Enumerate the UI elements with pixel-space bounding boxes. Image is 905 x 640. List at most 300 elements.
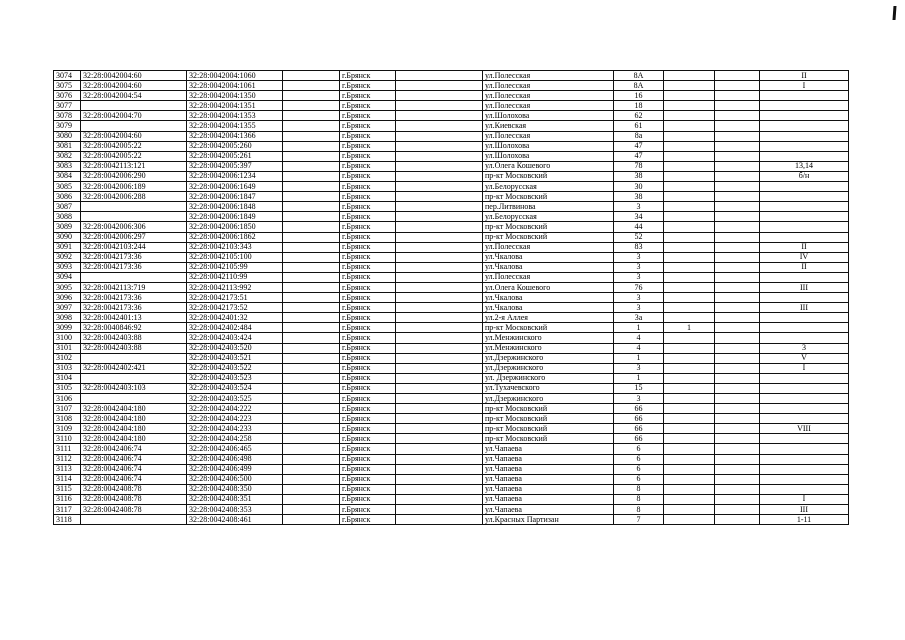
premises-designation <box>760 91 849 101</box>
blank-column-2 <box>396 404 483 414</box>
street: ул.Полесская <box>483 81 614 91</box>
parcel-cadastral-number: 32:28:0042402:421 <box>81 363 187 373</box>
table-row <box>54 383 849 393</box>
record-number: 3102 <box>54 353 81 363</box>
building-number <box>664 81 715 91</box>
premises-number <box>715 414 760 424</box>
table-row <box>54 101 849 111</box>
street: пр-кт Московский <box>483 414 614 424</box>
parcel-cadastral-number: 32:28:0042406:74 <box>81 474 187 484</box>
record-number: 3090 <box>54 232 81 242</box>
object-cadastral-number: 32:28:0042006:1234 <box>187 171 283 181</box>
blank-column-2 <box>396 474 483 484</box>
blank-column-2 <box>396 131 483 141</box>
blank-column <box>283 121 340 131</box>
city: г.Брянск <box>340 161 396 171</box>
blank-column <box>283 434 340 444</box>
street: ул.Дзержинского <box>483 394 614 404</box>
house-number: 6 <box>614 454 664 464</box>
city: г.Брянск <box>340 333 396 343</box>
blank-column-2 <box>396 262 483 272</box>
building-number <box>664 242 715 252</box>
blank-column-2 <box>396 222 483 232</box>
city: г.Брянск <box>340 232 396 242</box>
premises-number <box>715 474 760 484</box>
building-number <box>664 353 715 363</box>
premises-designation <box>760 111 849 121</box>
premises-designation <box>760 484 849 494</box>
city: г.Брянск <box>340 454 396 464</box>
house-number: 66 <box>614 404 664 414</box>
building-number <box>664 212 715 222</box>
street: ул.Полесская <box>483 242 614 252</box>
premises-designation: II <box>760 262 849 272</box>
blank-column-2 <box>396 454 483 464</box>
blank-column-2 <box>396 151 483 161</box>
building-number <box>664 171 715 181</box>
premises-number <box>715 343 760 353</box>
building-number <box>664 414 715 424</box>
object-cadastral-number: 32:28:0042403:522 <box>187 363 283 373</box>
table-row <box>54 363 849 373</box>
object-cadastral-number: 32:28:0042005:260 <box>187 141 283 151</box>
table-row <box>54 81 849 91</box>
record-number: 3111 <box>54 444 81 454</box>
city: г.Брянск <box>340 212 396 222</box>
table-row <box>54 404 849 414</box>
premises-designation <box>760 101 849 111</box>
premises-number <box>715 515 760 525</box>
table-row <box>54 91 849 101</box>
blank-column <box>283 161 340 171</box>
table-row <box>54 505 849 515</box>
parcel-cadastral-number <box>81 373 187 383</box>
premises-number <box>715 363 760 373</box>
street: ул.Шолохова <box>483 141 614 151</box>
premises-number <box>715 434 760 444</box>
premises-designation: I <box>760 363 849 373</box>
blank-column <box>283 91 340 101</box>
table-row <box>54 121 849 131</box>
object-cadastral-number: 32:28:0042004:1061 <box>187 81 283 91</box>
blank-column <box>283 192 340 202</box>
blank-column-2 <box>396 272 483 282</box>
premises-designation <box>760 323 849 333</box>
premises-designation <box>760 333 849 343</box>
street: ул.Чапаева <box>483 484 614 494</box>
blank-column-2 <box>396 444 483 454</box>
building-number: 1 <box>664 323 715 333</box>
street: ул.Киевская <box>483 121 614 131</box>
blank-column-2 <box>396 464 483 474</box>
street: ул.Шолохова <box>483 151 614 161</box>
table-row <box>54 333 849 343</box>
premises-designation: III <box>760 282 849 292</box>
premises-designation: 3 <box>760 343 849 353</box>
table-row <box>54 303 849 313</box>
record-number: 3083 <box>54 161 81 171</box>
object-cadastral-number: 32:28:0042110:99 <box>187 272 283 282</box>
premises-number <box>715 424 760 434</box>
house-number: 3 <box>614 363 664 373</box>
building-number <box>664 252 715 262</box>
building-number <box>664 161 715 171</box>
house-number: 47 <box>614 151 664 161</box>
record-number: 3080 <box>54 131 81 141</box>
record-number: 3078 <box>54 111 81 121</box>
premises-designation <box>760 383 849 393</box>
premises-number <box>715 202 760 212</box>
table-row <box>54 212 849 222</box>
table-row <box>54 161 849 171</box>
table-row <box>54 353 849 363</box>
blank-column <box>283 404 340 414</box>
parcel-cadastral-number: 32:28:0042404:180 <box>81 434 187 444</box>
street: пер.Литвинова <box>483 202 614 212</box>
house-number: 38 <box>614 192 664 202</box>
premises-number <box>715 171 760 181</box>
record-number: 3104 <box>54 373 81 383</box>
blank-column <box>283 363 340 373</box>
parcel-cadastral-number: 32:28:0042004:60 <box>81 71 187 81</box>
table-row <box>54 262 849 272</box>
building-number <box>664 232 715 242</box>
record-number: 3076 <box>54 91 81 101</box>
blank-column <box>283 71 340 81</box>
street: ул.Чапаева <box>483 474 614 484</box>
blank-column <box>283 303 340 313</box>
house-number: 18 <box>614 101 664 111</box>
property-registry-table <box>53 70 849 525</box>
blank-column-2 <box>396 414 483 424</box>
house-number: 1 <box>614 373 664 383</box>
blank-column-2 <box>396 161 483 171</box>
table-row <box>54 111 849 121</box>
city: г.Брянск <box>340 192 396 202</box>
blank-column-2 <box>396 182 483 192</box>
premises-number <box>715 444 760 454</box>
street: ул.2-я Аллея <box>483 313 614 323</box>
building-number <box>664 363 715 373</box>
parcel-cadastral-number: 32:28:0042004:60 <box>81 81 187 91</box>
premises-designation <box>760 464 849 474</box>
object-cadastral-number: 32:28:0042404:258 <box>187 434 283 444</box>
house-number: 3 <box>614 262 664 272</box>
house-number: 3 <box>614 293 664 303</box>
premises-number <box>715 232 760 242</box>
blank-column-2 <box>396 494 483 504</box>
record-number: 3093 <box>54 262 81 272</box>
object-cadastral-number: 32:28:0042006:1847 <box>187 192 283 202</box>
table-row <box>54 171 849 181</box>
premises-designation <box>760 434 849 444</box>
record-number: 3091 <box>54 242 81 252</box>
object-cadastral-number: 32:28:0042005:397 <box>187 161 283 171</box>
blank-column <box>283 202 340 212</box>
table-row <box>54 373 849 383</box>
street: ул.Белорусская <box>483 182 614 192</box>
premises-designation <box>760 212 849 222</box>
record-number: 3115 <box>54 484 81 494</box>
record-number: 3118 <box>54 515 81 525</box>
record-number: 3098 <box>54 313 81 323</box>
object-cadastral-number: 32:28:0042105:99 <box>187 262 283 272</box>
city: г.Брянск <box>340 101 396 111</box>
city: г.Брянск <box>340 434 396 444</box>
record-number: 3106 <box>54 394 81 404</box>
premises-number <box>715 373 760 383</box>
table-row <box>54 494 849 504</box>
blank-column <box>283 505 340 515</box>
record-number: 3094 <box>54 272 81 282</box>
record-number: 3105 <box>54 383 81 393</box>
blank-column <box>283 353 340 363</box>
parcel-cadastral-number <box>81 121 187 131</box>
premises-number <box>715 131 760 141</box>
street: ул.Полесская <box>483 101 614 111</box>
building-number <box>664 71 715 81</box>
building-number <box>664 293 715 303</box>
premises-designation <box>760 151 849 161</box>
street: ул.Менжинского <box>483 333 614 343</box>
object-cadastral-number: 32:28:0042004:1060 <box>187 71 283 81</box>
premises-designation: III <box>760 303 849 313</box>
city: г.Брянск <box>340 252 396 262</box>
premises-number <box>715 71 760 81</box>
house-number: 7 <box>614 515 664 525</box>
street: ул.Олега Кошевого <box>483 161 614 171</box>
record-number: 3099 <box>54 323 81 333</box>
street: ул.Чкалова <box>483 262 614 272</box>
premises-number <box>715 323 760 333</box>
blank-column <box>283 81 340 91</box>
object-cadastral-number: 32:28:0042006:1849 <box>187 212 283 222</box>
blank-column <box>283 323 340 333</box>
record-number: 3097 <box>54 303 81 313</box>
object-cadastral-number: 32:28:0042401:32 <box>187 313 283 323</box>
building-number <box>664 262 715 272</box>
premises-designation <box>760 141 849 151</box>
parcel-cadastral-number: 32:28:0042401:13 <box>81 313 187 323</box>
blank-column-2 <box>396 71 483 81</box>
house-number: 8а <box>614 131 664 141</box>
city: г.Брянск <box>340 182 396 192</box>
premises-number <box>715 192 760 202</box>
record-number: 3082 <box>54 151 81 161</box>
house-number: 6 <box>614 444 664 454</box>
record-number: 3095 <box>54 282 81 292</box>
premises-designation: II <box>760 242 849 252</box>
premises-designation <box>760 313 849 323</box>
blank-column <box>283 494 340 504</box>
city: г.Брянск <box>340 121 396 131</box>
record-number: 3110 <box>54 434 81 444</box>
record-number: 3075 <box>54 81 81 91</box>
object-cadastral-number: 32:28:0042404:222 <box>187 404 283 414</box>
street: пр-кт Московский <box>483 434 614 444</box>
city: г.Брянск <box>340 303 396 313</box>
house-number: 8 <box>614 484 664 494</box>
house-number: 8А <box>614 71 664 81</box>
city: г.Брянск <box>340 505 396 515</box>
parcel-cadastral-number <box>81 515 187 525</box>
building-number <box>664 151 715 161</box>
city: г.Брянск <box>340 131 396 141</box>
scan-mark <box>893 6 897 20</box>
premises-number <box>715 333 760 343</box>
blank-column-2 <box>396 363 483 373</box>
house-number: 8 <box>614 494 664 504</box>
premises-designation <box>760 202 849 212</box>
object-cadastral-number: 32:28:0042404:223 <box>187 414 283 424</box>
blank-column <box>283 272 340 282</box>
parcel-cadastral-number: 32:28:0042403:88 <box>81 333 187 343</box>
building-number <box>664 333 715 343</box>
record-number: 3100 <box>54 333 81 343</box>
city: г.Брянск <box>340 323 396 333</box>
record-number: 3092 <box>54 252 81 262</box>
premises-number <box>715 353 760 363</box>
object-cadastral-number: 32:28:0042408:353 <box>187 505 283 515</box>
table-row <box>54 484 849 494</box>
record-number: 3113 <box>54 464 81 474</box>
parcel-cadastral-number: 32:28:0042406:74 <box>81 464 187 474</box>
building-number <box>664 343 715 353</box>
blank-column <box>283 373 340 383</box>
record-number: 3101 <box>54 343 81 353</box>
street: ул.Чкалова <box>483 252 614 262</box>
record-number: 3109 <box>54 424 81 434</box>
parcel-cadastral-number: 32:28:0040846:92 <box>81 323 187 333</box>
city: г.Брянск <box>340 111 396 121</box>
city: г.Брянск <box>340 414 396 424</box>
building-number <box>664 373 715 383</box>
premises-designation <box>760 394 849 404</box>
house-number: 4 <box>614 343 664 353</box>
premises-number <box>715 282 760 292</box>
city: г.Брянск <box>340 272 396 282</box>
blank-column <box>283 171 340 181</box>
house-number: 3 <box>614 252 664 262</box>
parcel-cadastral-number: 32:28:0042406:74 <box>81 454 187 464</box>
house-number: 1 <box>614 353 664 363</box>
city: г.Брянск <box>340 484 396 494</box>
house-number: 83 <box>614 242 664 252</box>
premises-designation: 1-11 <box>760 515 849 525</box>
blank-column-2 <box>396 424 483 434</box>
building-number <box>664 272 715 282</box>
blank-column <box>283 101 340 111</box>
table-row <box>54 272 849 282</box>
city: г.Брянск <box>340 293 396 303</box>
parcel-cadastral-number: 32:28:0042004:60 <box>81 131 187 141</box>
object-cadastral-number: 32:28:0042406:499 <box>187 464 283 474</box>
parcel-cadastral-number <box>81 101 187 111</box>
blank-column <box>283 262 340 272</box>
building-number <box>664 121 715 131</box>
table-row <box>54 414 849 424</box>
house-number: 52 <box>614 232 664 242</box>
parcel-cadastral-number: 32:28:0042005:22 <box>81 151 187 161</box>
table-row <box>54 141 849 151</box>
blank-column-2 <box>396 192 483 202</box>
house-number: 3 <box>614 303 664 313</box>
table-row <box>54 515 849 525</box>
premises-designation <box>760 272 849 282</box>
premises-designation <box>760 404 849 414</box>
record-number: 3089 <box>54 222 81 232</box>
blank-column <box>283 151 340 161</box>
premises-number <box>715 313 760 323</box>
parcel-cadastral-number: 32:28:0042404:180 <box>81 414 187 424</box>
building-number <box>664 424 715 434</box>
blank-column-2 <box>396 505 483 515</box>
house-number: 3 <box>614 394 664 404</box>
table-row <box>54 454 849 464</box>
premises-number <box>715 484 760 494</box>
object-cadastral-number: 32:28:0042404:233 <box>187 424 283 434</box>
object-cadastral-number: 32:28:0042006:1862 <box>187 232 283 242</box>
street: ул.Дзержинского <box>483 353 614 363</box>
premises-number <box>715 101 760 111</box>
premises-number <box>715 151 760 161</box>
record-number: 3084 <box>54 171 81 181</box>
registry-body <box>54 71 849 525</box>
city: г.Брянск <box>340 262 396 272</box>
building-number <box>664 464 715 474</box>
object-cadastral-number: 32:28:0042004:1350 <box>187 91 283 101</box>
parcel-cadastral-number: 32:28:0042006:189 <box>81 182 187 192</box>
blank-column-2 <box>396 313 483 323</box>
object-cadastral-number: 32:28:0042406:500 <box>187 474 283 484</box>
table-row <box>54 474 849 484</box>
street: ул.Чапаева <box>483 464 614 474</box>
city: г.Брянск <box>340 424 396 434</box>
premises-number <box>715 464 760 474</box>
house-number: 1 <box>614 323 664 333</box>
city: г.Брянск <box>340 81 396 91</box>
parcel-cadastral-number: 32:28:0042404:180 <box>81 424 187 434</box>
premises-designation <box>760 182 849 192</box>
blank-column <box>283 222 340 232</box>
street: ул.Белорусская <box>483 212 614 222</box>
object-cadastral-number: 32:28:0042403:523 <box>187 373 283 383</box>
premises-number <box>715 505 760 515</box>
parcel-cadastral-number: 32:28:0042006:306 <box>81 222 187 232</box>
object-cadastral-number: 32:28:0042403:520 <box>187 343 283 353</box>
street: пр-кт Московский <box>483 404 614 414</box>
parcel-cadastral-number: 32:28:0042403:88 <box>81 343 187 353</box>
premises-designation <box>760 414 849 424</box>
premises-designation <box>760 192 849 202</box>
table-row <box>54 343 849 353</box>
blank-column-2 <box>396 242 483 252</box>
street: ул.Шолохова <box>483 111 614 121</box>
premises-number <box>715 404 760 414</box>
street: ул.Олега Кошевого <box>483 282 614 292</box>
house-number: 8 <box>614 505 664 515</box>
blank-column <box>283 131 340 141</box>
house-number: 62 <box>614 111 664 121</box>
building-number <box>664 505 715 515</box>
city: г.Брянск <box>340 474 396 484</box>
premises-designation: б/н <box>760 171 849 181</box>
premises-number <box>715 494 760 504</box>
city: г.Брянск <box>340 373 396 383</box>
house-number: 34 <box>614 212 664 222</box>
table-row <box>54 252 849 262</box>
house-number: 76 <box>614 282 664 292</box>
